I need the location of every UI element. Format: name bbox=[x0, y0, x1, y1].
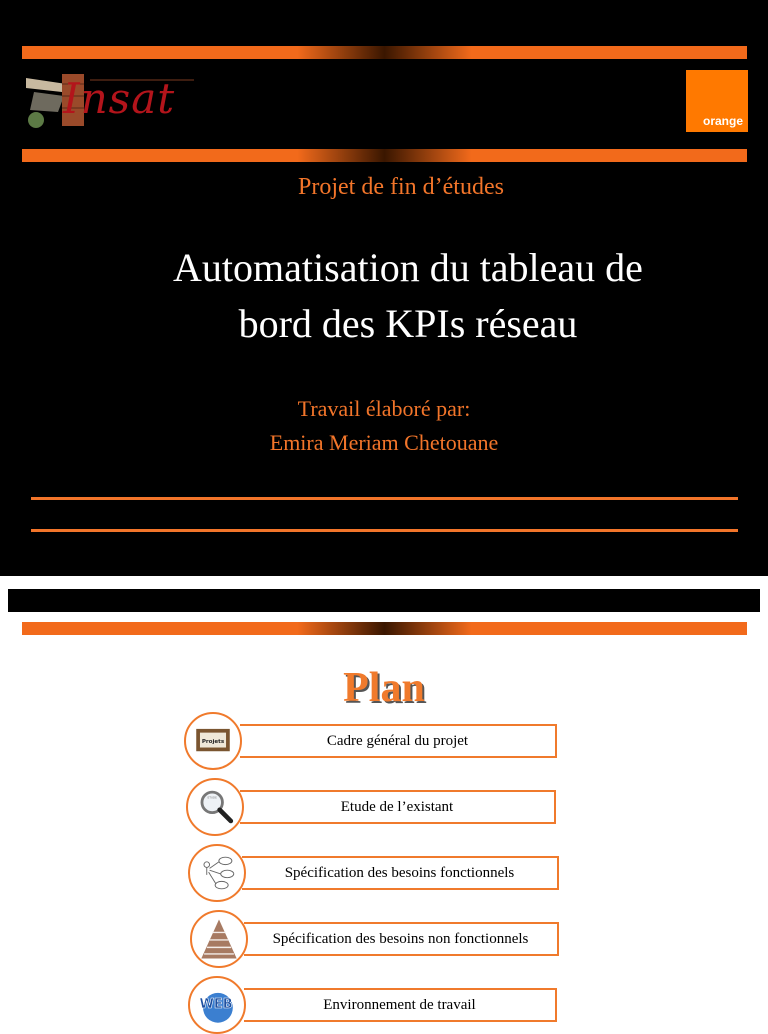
orange-logo-text: orange bbox=[702, 114, 743, 128]
plan-decorative-bar bbox=[22, 622, 747, 635]
top-decorative-bar bbox=[22, 46, 747, 59]
divider-line bbox=[31, 529, 738, 532]
orange-logo bbox=[686, 70, 748, 132]
slide-title-line-2: bord des KPIs réseau bbox=[238, 301, 578, 346]
pyramid-icon bbox=[190, 910, 248, 968]
plan-item-etude-existant[interactable]: Etude de l’existant bbox=[240, 790, 556, 824]
insat-logo-text: Insat bbox=[63, 74, 176, 123]
use-case-diagram-icon bbox=[188, 844, 246, 902]
plan-item-besoins-non-fonctionnels[interactable]: Spécification des besoins non fonctionnels bbox=[244, 922, 559, 956]
plan-slide-header-band bbox=[8, 589, 760, 612]
plan-item-cadre-general[interactable]: Cadre général du projet bbox=[240, 724, 557, 758]
plan-item-besoins-fonctionnels[interactable]: Spécification des besoins fonctionnels bbox=[242, 856, 559, 890]
framed-projets-sign-icon bbox=[184, 712, 242, 770]
divider-line bbox=[31, 497, 738, 500]
svg-text:ETUDE: ETUDE bbox=[207, 795, 217, 800]
author-name: Emira Meriam Chetouane bbox=[269, 430, 499, 455]
plan-title: Plan bbox=[343, 665, 425, 711]
web-icon-text: WEB bbox=[199, 996, 233, 1012]
magnifying-glass-icon bbox=[186, 778, 244, 836]
author-label: Travail élaboré par: bbox=[297, 396, 471, 421]
slide-subtitle: Projet de fin d’études bbox=[298, 174, 504, 200]
web-globe-icon bbox=[188, 976, 246, 1034]
slide-title-line-1: Automatisation du tableau de bbox=[173, 245, 643, 290]
bottom-decorative-bar bbox=[22, 149, 747, 162]
projets-sign-text: Projets bbox=[201, 738, 225, 745]
plan-item-environnement-travail[interactable]: Environnement de travail bbox=[244, 988, 557, 1022]
slide-title bbox=[100, 240, 716, 352]
